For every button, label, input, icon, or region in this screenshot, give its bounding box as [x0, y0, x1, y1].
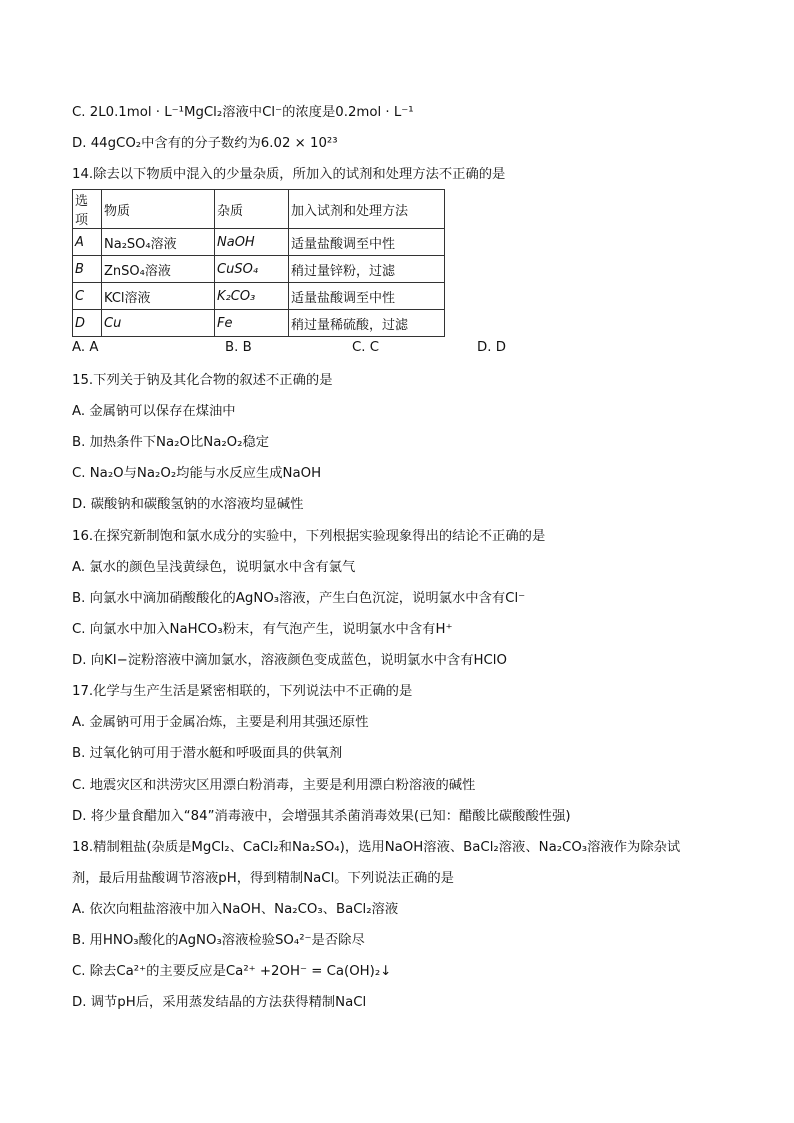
q18-stem-line1: 18.精制粗盐(杂质是MgCl₂、CaCl₂和Na₂SO₄)，选用NaOH溶液、BaCl₂溶液、Na₂CO₃溶液作为除杂试 — [72, 840, 681, 855]
q17-option-d: D. 将少量食醋加入“84”消毒液中，会增强其杀菌消毒效果(已知：醋酸比碳酸酸性强) — [72, 809, 571, 824]
q13-option-d: D. 44gCO₂中含有的分子数约为6.02 × 10²³ — [72, 136, 338, 151]
q15-option-c: C. Na₂O与Na₂O₂均能与水反应生成NaOH — [72, 466, 322, 481]
table-row — [73, 283, 445, 310]
q14-choice-a: A. A — [72, 340, 99, 355]
q15-option-b: B. 加热条件下Na₂O比Na₂O₂稳定 — [72, 435, 270, 450]
q17-option-c: C. 地震灾区和洪涝灾区用漂白粉消毒，主要是利用漂白粉溶液的碱性 — [72, 778, 476, 793]
table-cell-option: A — [73, 229, 102, 256]
q18-stem-line2: 剂，最后用盐酸调节溶液pH，得到精制NaCl。下列说法正确的是 — [72, 871, 454, 886]
q17-option-a: A. 金属钠可用于金属冶炼，主要是利用其强还原性 — [72, 715, 369, 730]
table-cell-method: 稍过量锌粉，过滤 — [289, 256, 445, 283]
table-header-row — [73, 190, 445, 229]
table-cell-option: C — [73, 283, 102, 310]
q15-option-d: D. 碳酸钠和碳酸氢钠的水溶液均显碱性 — [72, 497, 304, 512]
q18-option-d: D. 调节pH后，采用蒸发结晶的方法获得精制NaCl — [72, 995, 367, 1010]
table-cell-method: 适量盐酸调至中性 — [289, 283, 445, 310]
table-cell-impurity: Fe — [215, 310, 289, 337]
q18-option-c: C. 除去Ca²⁺的主要反应是Ca²⁺ +2OH⁻ = Ca(OH)₂↓ — [72, 964, 392, 979]
table-cell-option: B — [73, 256, 102, 283]
q18-option-b: B. 用HNO₃酸化的AgNO₃溶液检验SO₄²⁻是否除尽 — [72, 933, 365, 948]
table-cell-method: 稍过量稀硫酸，过滤 — [289, 310, 445, 337]
table-header-cell: 选项 — [73, 190, 102, 229]
table-cell-impurity: NaOH — [215, 229, 289, 256]
table-cell-substance: KCl溶液 — [102, 283, 215, 310]
table-header-cell: 物质 — [102, 190, 215, 229]
q16-option-c: C. 向氯水中加入NaHCO₃粉末，有气泡产生，说明氯水中含有H⁺ — [72, 622, 453, 637]
q14-choice-c: C. C — [352, 340, 380, 355]
table-cell-substance: Cu — [102, 310, 215, 337]
q16-option-b: B. 向氯水中滴加硝酸酸化的AgNO₃溶液，产生白色沉淀，说明氯水中含有Cl⁻ — [72, 591, 526, 606]
q14-table — [72, 189, 445, 337]
table-cell-substance: ZnSO₄溶液 — [102, 256, 215, 283]
q17-stem: 17.化学与生产生活是紧密相联的，下列说法中不正确的是 — [72, 684, 413, 699]
q14-choices — [72, 340, 572, 358]
table-header-cell: 杂质 — [215, 190, 289, 229]
q15-stem: 15.下列关于钠及其化合物的叙述不正确的是 — [72, 373, 333, 388]
table-cell-option: D — [73, 310, 102, 337]
q17-option-b: B. 过氧化钠可用于潜水艇和呼吸面具的供氧剂 — [72, 746, 343, 761]
table-header-cell: 加入试剂和处理方法 — [289, 190, 445, 229]
table-cell-method: 适量盐酸调至中性 — [289, 229, 445, 256]
table-row — [73, 310, 445, 337]
q18-option-a: A. 依次向粗盐溶液中加入NaOH、Na₂CO₃、BaCl₂溶液 — [72, 902, 399, 917]
table-row — [73, 256, 445, 283]
q16-option-a: A. 氯水的颜色呈浅黄绿色，说明氯水中含有氯气 — [72, 560, 356, 575]
q16-stem: 16.在探究新制饱和氯水成分的实验中，下列根据实验现象得出的结论不正确的是 — [72, 529, 546, 544]
table-cell-substance: Na₂SO₄溶液 — [102, 229, 215, 256]
q13-option-c: C. 2L0.1mol · L⁻¹MgCl₂溶液中Cl⁻的浓度是0.2mol · L⁻¹ — [72, 105, 414, 120]
q14-choice-b: B. B — [225, 340, 252, 355]
table-cell-impurity: K₂CO₃ — [215, 283, 289, 310]
q16-option-d: D. 向KI−淀粉溶液中滴加氯水，溶液颜色变成蓝色，说明氯水中含有HClO — [72, 653, 507, 668]
q14-stem: 14.除去以下物质中混入的少量杂质，所加入的试剂和处理方法不正确的是 — [72, 167, 506, 182]
q15-option-a: A. 金属钠可以保存在煤油中 — [72, 404, 236, 419]
q14-choice-d: D. D — [477, 340, 506, 355]
table-row — [73, 229, 445, 256]
table-cell-impurity: CuSO₄ — [215, 256, 289, 283]
